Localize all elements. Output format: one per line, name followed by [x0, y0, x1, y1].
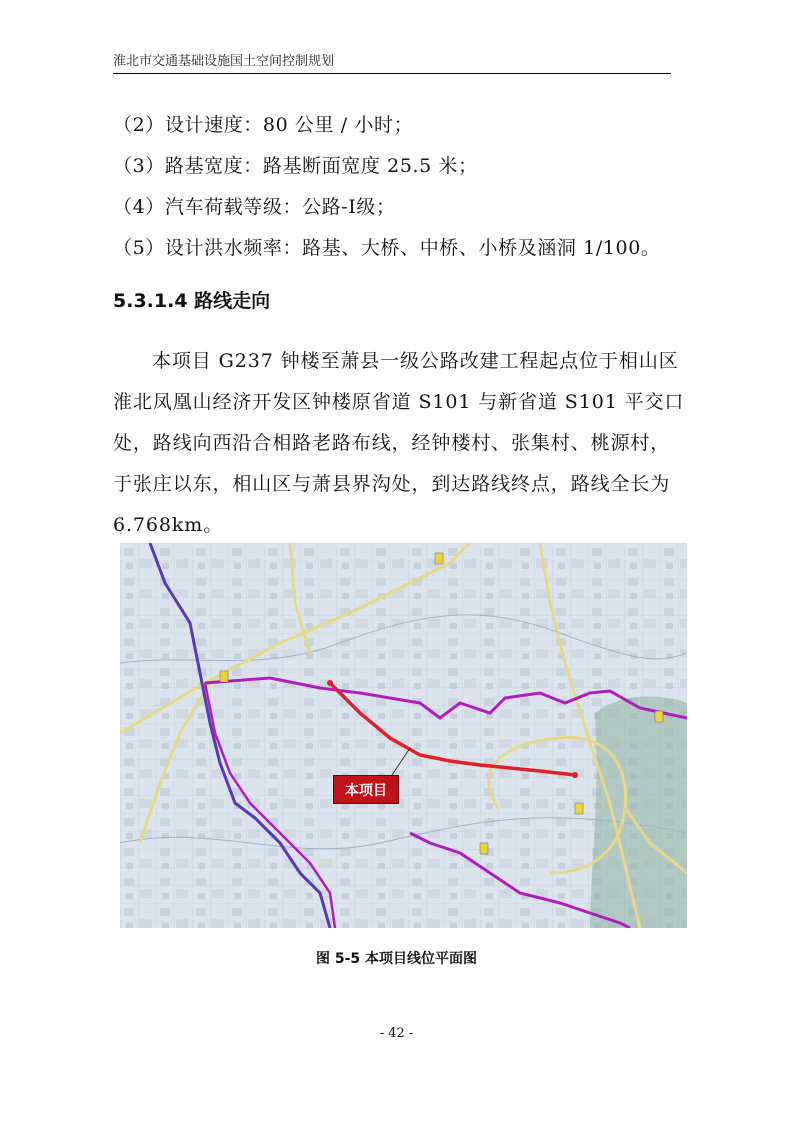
spec-item-flood: （5）设计洪水频率：路基、大桥、中桥、小桥及涵洞 1/100。: [113, 237, 661, 259]
section-heading: 5.3.1.4 路线走向: [113, 290, 271, 312]
page-number: - 42 -: [379, 1026, 414, 1041]
paragraph-line: 本项目 G237 钟楼至萧县一级公路改建工程起点位于相山区: [152, 350, 679, 372]
spec-item-speed: （2）设计速度：80 公里 / 小时；: [113, 114, 414, 136]
project-callout: 本项目: [333, 775, 399, 804]
route-location-map: [120, 543, 687, 928]
paragraph-line: 淮北凤凰山经济开发区钟楼原省道 S101 与新省道 S101 平交口: [113, 391, 685, 413]
paragraph-line: 处，路线向西沿合相路老路布线，经钟楼村、张集村、桃源村，: [113, 432, 671, 454]
figure-caption: 图 5-5 本项目线位平面图: [315, 951, 478, 967]
running-header: 淮北市交通基础设施国土空间控制规划: [113, 54, 335, 69]
header-rule: [113, 73, 671, 74]
spec-item-width: （3）路基宽度：路基断面宽度 25.5 米；: [113, 155, 478, 177]
spec-item-load: （4）汽车荷载等级：公路-Ⅰ级；: [113, 196, 396, 218]
paragraph-line: 6.768km。: [113, 514, 224, 536]
paragraph-line: 于张庄以东，相山区与萧县界沟处，到达路线终点，路线全长为: [113, 473, 671, 495]
